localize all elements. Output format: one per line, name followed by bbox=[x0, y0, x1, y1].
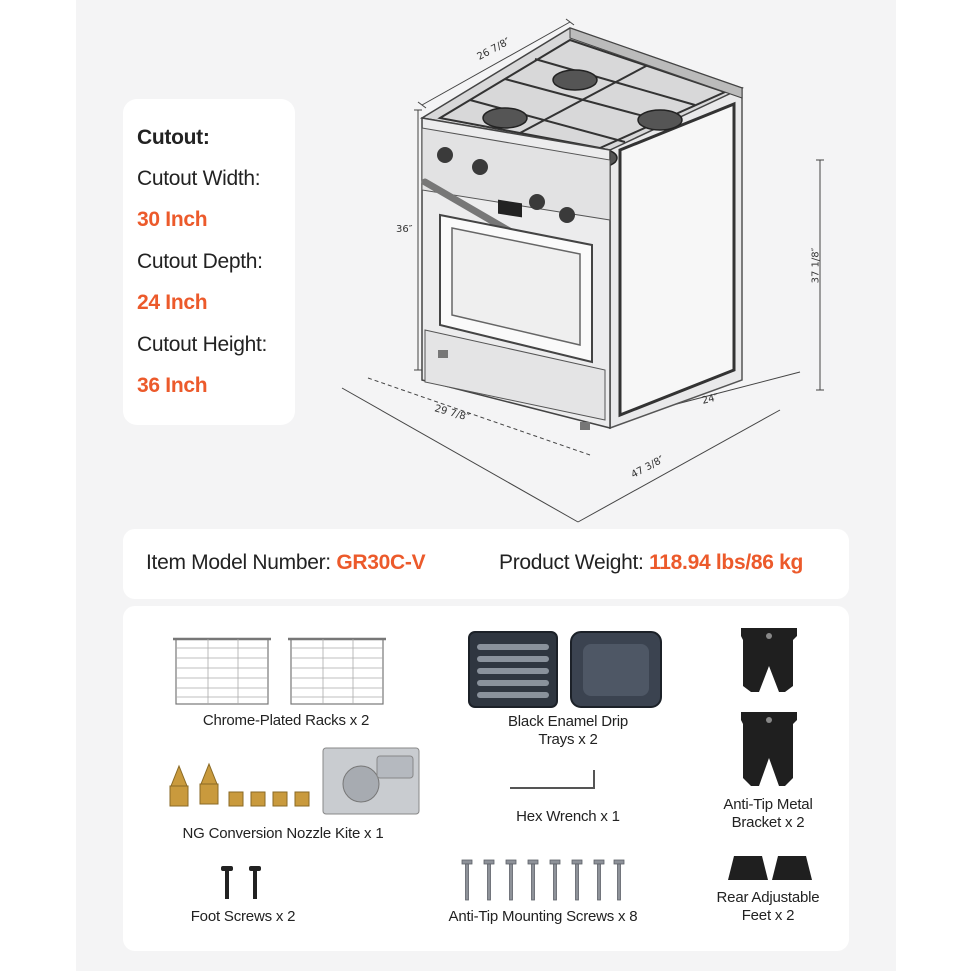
anti-tip-screws-caption: Anti-Tip Mounting Screws x 8 bbox=[448, 908, 638, 925]
dim-depth: 24″ bbox=[700, 392, 720, 407]
bracket-caption bbox=[698, 796, 838, 832]
anti-tip-bracket-image bbox=[737, 626, 803, 791]
trays-caption-line2: Trays x 2 bbox=[538, 731, 598, 748]
anti-tip-screws-image bbox=[458, 858, 628, 904]
range-dimension-diagram bbox=[330, 10, 850, 530]
dim-open-depth: 47 3/8″ bbox=[629, 454, 667, 481]
range-illustration bbox=[330, 10, 850, 530]
racks-caption: Chrome-Plated Racks x 2 bbox=[202, 712, 370, 729]
wrench-caption: Hex Wrench x 1 bbox=[516, 808, 620, 825]
weight-value: 118.94 lbs/86 kg bbox=[649, 551, 804, 574]
product-weight bbox=[499, 551, 803, 575]
rear-feet-image bbox=[726, 854, 822, 882]
hex-wrench-image bbox=[508, 766, 603, 796]
trays-caption-line1: Black Enamel Drip bbox=[508, 713, 628, 730]
rear-feet-caption bbox=[698, 889, 838, 925]
model-label: Item Model Number: bbox=[146, 551, 331, 574]
nozzle-kit-image bbox=[165, 746, 425, 821]
dim-front-width: 29 7/8″ bbox=[433, 403, 471, 424]
foot-screws-image bbox=[213, 864, 273, 904]
chrome-racks-image bbox=[173, 634, 393, 709]
cutout-height-label: Cutout Height: bbox=[137, 333, 268, 356]
bracket-caption-line1: Anti-Tip Metal bbox=[723, 796, 813, 813]
bracket-caption-line2: Bracket x 2 bbox=[731, 814, 805, 831]
model-value: GR30C-V bbox=[336, 551, 426, 574]
rear-feet-caption-line2: Feet x 2 bbox=[741, 907, 795, 924]
cutout-title: Cutout: bbox=[137, 126, 210, 149]
dim-top-width: 26 7/8″ bbox=[475, 36, 513, 63]
accessories-panel bbox=[123, 606, 849, 951]
cutout-width-label: Cutout Width: bbox=[137, 167, 261, 190]
rear-feet-caption-line1: Rear Adjustable bbox=[716, 889, 820, 906]
weight-label: Product Weight: bbox=[499, 551, 644, 574]
cutout-depth-label: Cutout Depth: bbox=[137, 250, 263, 273]
dim-total-height: 37 1/8″ bbox=[810, 247, 822, 284]
cutout-height-value: 36 Inch bbox=[137, 374, 208, 397]
dim-front-height: 36″ bbox=[396, 224, 413, 235]
trays-caption bbox=[468, 713, 668, 749]
foot-screws-caption: Foot Screws x 2 bbox=[190, 908, 296, 925]
nozzle-caption: NG Conversion Nozzle Kite x 1 bbox=[182, 825, 384, 842]
cutout-depth-value: 24 Inch bbox=[137, 291, 208, 314]
cutout-width-value: 30 Inch bbox=[137, 208, 208, 231]
cutout-card bbox=[123, 99, 295, 425]
model-number bbox=[146, 551, 425, 575]
drip-trays-image bbox=[467, 628, 667, 713]
product-info-bar bbox=[123, 529, 849, 599]
